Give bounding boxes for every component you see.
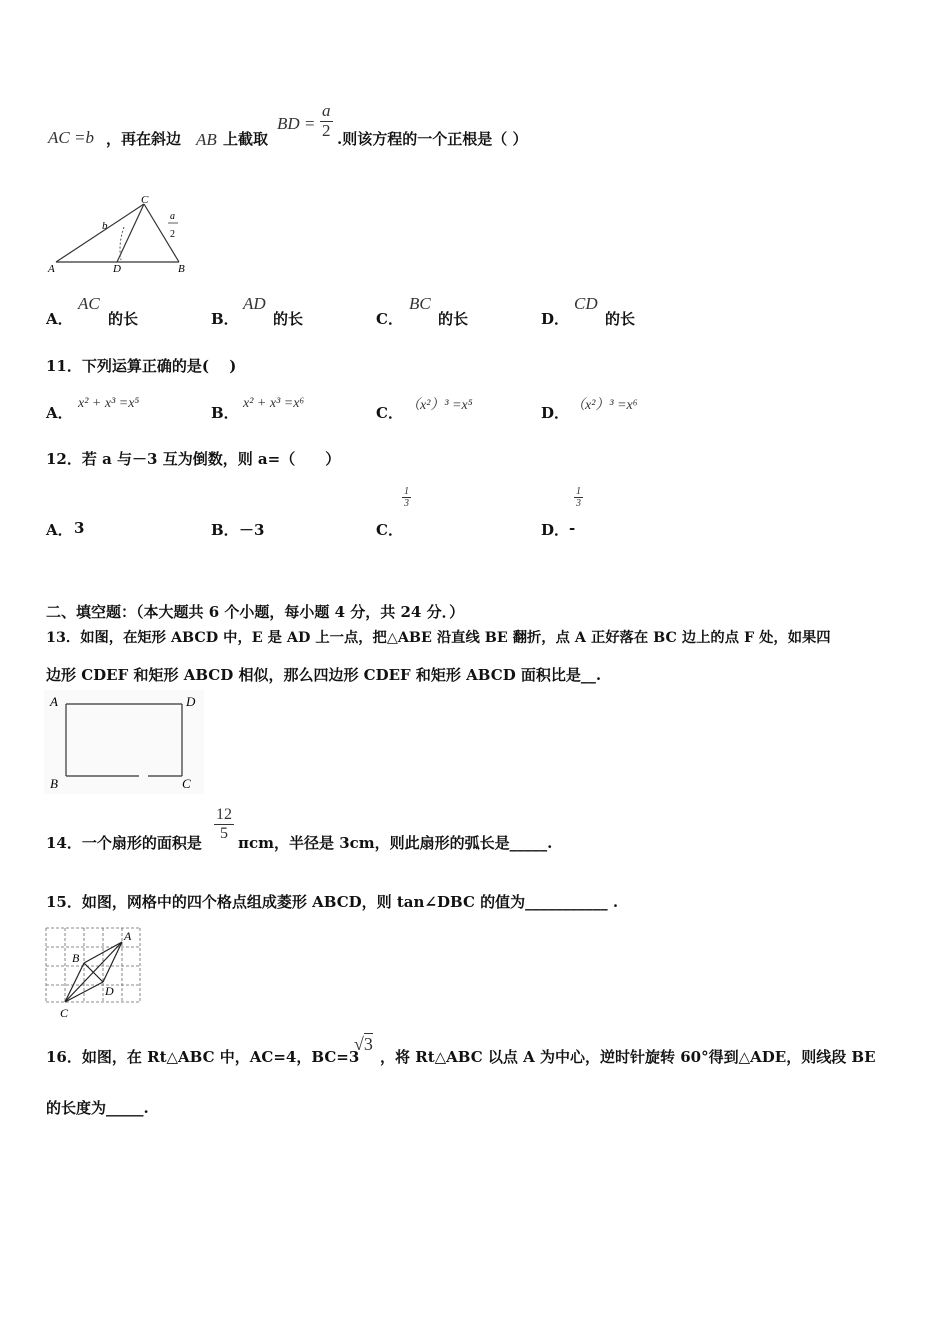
q11-stem: 11．下列运算正确的是( ) [46, 357, 237, 375]
label-a: a [170, 211, 175, 222]
label-B: B [178, 263, 185, 275]
option-prefix: - [569, 519, 576, 537]
q12-option-c[interactable] [376, 486, 536, 538]
option-text: 的长 [605, 310, 636, 328]
option-math: （x²）³ =x⁵ [406, 398, 473, 413]
q10-ac-math: AC =b [48, 128, 94, 147]
label-C: C [141, 194, 149, 206]
q16-sqrt [354, 1034, 373, 1055]
q16-line2: 的长度为_____. [46, 1099, 149, 1117]
q15-stem: 15．如图，网格中的四个格点组成菱形 ABCD，则 tan∠DBC 的值为___________ . [46, 893, 619, 911]
sqrt-sign: √ [354, 1034, 364, 1054]
option-label: D． [541, 310, 570, 328]
q11-option-b[interactable] [211, 394, 371, 422]
q10-bd-den: 2 [322, 120, 331, 140]
label-C: C [60, 1006, 69, 1020]
q10-bd-num: a [322, 101, 331, 120]
q14-lead: 14．一个扇形的面积是 [46, 834, 202, 852]
figure-background [44, 690, 204, 794]
edge-bc [65, 963, 84, 1002]
label-A: A [48, 263, 55, 275]
label-b: b [102, 220, 108, 232]
option-text: 的长 [438, 310, 469, 328]
label-B: B [72, 951, 80, 965]
fraction-num: 1 [576, 486, 581, 497]
label-A: A [124, 929, 132, 943]
q10-cut-text: 上截取 [223, 130, 269, 148]
option-label: B． [211, 310, 239, 328]
q16-stem [46, 1034, 906, 1074]
edge-ad [103, 942, 122, 982]
option-label: A． [46, 521, 73, 539]
q11-option-d[interactable] [541, 394, 701, 422]
arc-dashed [120, 227, 124, 260]
fraction-den: 5 [220, 824, 228, 842]
q10-option-a[interactable] [46, 292, 206, 332]
option-label: A． [46, 310, 73, 328]
fraction-den: 3 [576, 498, 581, 509]
option-math: AD [243, 294, 266, 313]
option-math: x² + x³ =x⁵ [78, 396, 140, 411]
q14-tail: πcm，半径是 3cm，则此扇形的弧长是_____. [238, 834, 553, 852]
option-value: 3 [74, 519, 85, 537]
q12-option-d[interactable] [541, 486, 701, 538]
label-C: C [182, 776, 191, 791]
q12-option-b[interactable] [211, 486, 371, 538]
option-fraction [574, 486, 583, 509]
label-D: D [186, 694, 196, 709]
option-math: AC [78, 294, 100, 313]
option-text: 的长 [273, 310, 304, 328]
q10-option-b[interactable] [211, 292, 371, 332]
label-D: D [113, 263, 121, 275]
q10-ab-math: AB [196, 130, 217, 149]
q10-bd-fraction [320, 102, 333, 140]
option-math: CD [574, 294, 598, 313]
q10-option-d[interactable] [541, 292, 701, 332]
q10-option-c[interactable] [376, 292, 536, 332]
option-label: D． [541, 404, 570, 422]
label-D: D [105, 984, 114, 998]
option-label: D． [541, 521, 570, 539]
q11-option-a[interactable] [46, 394, 206, 422]
option-math: （x²）³ =x⁶ [571, 398, 638, 413]
fraction-den: 3 [404, 498, 409, 509]
q12-option-a[interactable] [46, 486, 206, 538]
option-math: BC [409, 294, 431, 313]
q11-option-c[interactable] [376, 394, 536, 422]
fraction-num: 1 [404, 486, 409, 497]
q10-tail-text: .则该方程的一个正根是（ ） [337, 130, 528, 148]
label-two: 2 [170, 229, 175, 240]
option-fraction [402, 486, 411, 509]
option-label: A． [46, 404, 73, 422]
fraction-num: 12 [216, 806, 232, 823]
q14-fraction [214, 806, 234, 842]
sqrt-radicand: 3 [363, 1034, 373, 1054]
q10-lead-text: ，再在斜边 [106, 130, 182, 148]
option-label: B． [211, 404, 239, 422]
option-label: C． [376, 404, 403, 422]
option-value: －3 [239, 521, 265, 539]
label-A: A [50, 694, 58, 709]
option-text: 的长 [108, 310, 139, 328]
option-label: C． [376, 521, 403, 539]
q13-line2: 边形 CDEF 和矩形 ABCD 相似，那么四边形 CDEF 和矩形 ABCD 面积比是__. [46, 666, 602, 684]
option-label: C． [376, 310, 403, 328]
q10-bd-lhs: BD = [277, 114, 316, 133]
q15-grid-figure [42, 922, 146, 1020]
q16-lead: 16．如图，在 Rt△ABC 中，AC=4，BC=3 [46, 1048, 360, 1066]
label-B: B [50, 776, 58, 791]
q13-line1: 13．如图，在矩形 ABCD 中，E 是 AD 上一点，把△ABE 沿直线 BE 翻折，点 A 正好落在 BC 边上的点 F 处，如果四 [46, 630, 831, 646]
section-2-title: 二、填空题：（本大题共 6 个小题，每小题 4 分，共 24 分．） [46, 603, 465, 621]
q16-tail: ，将 Rt△ABC 以点 A 为中心，逆时针旋转 60°得到△ADE，则线段 BE [380, 1048, 876, 1066]
q13-rectangle-figure [44, 690, 204, 794]
q10-triangle-figure [44, 192, 194, 277]
q14-stem [46, 806, 666, 856]
option-label: B． [211, 521, 239, 539]
option-math: x² + x³ =x⁶ [243, 396, 305, 411]
q12-stem: 12．若 a 与－3 互为倒数，则 a=（ ） [46, 450, 341, 468]
